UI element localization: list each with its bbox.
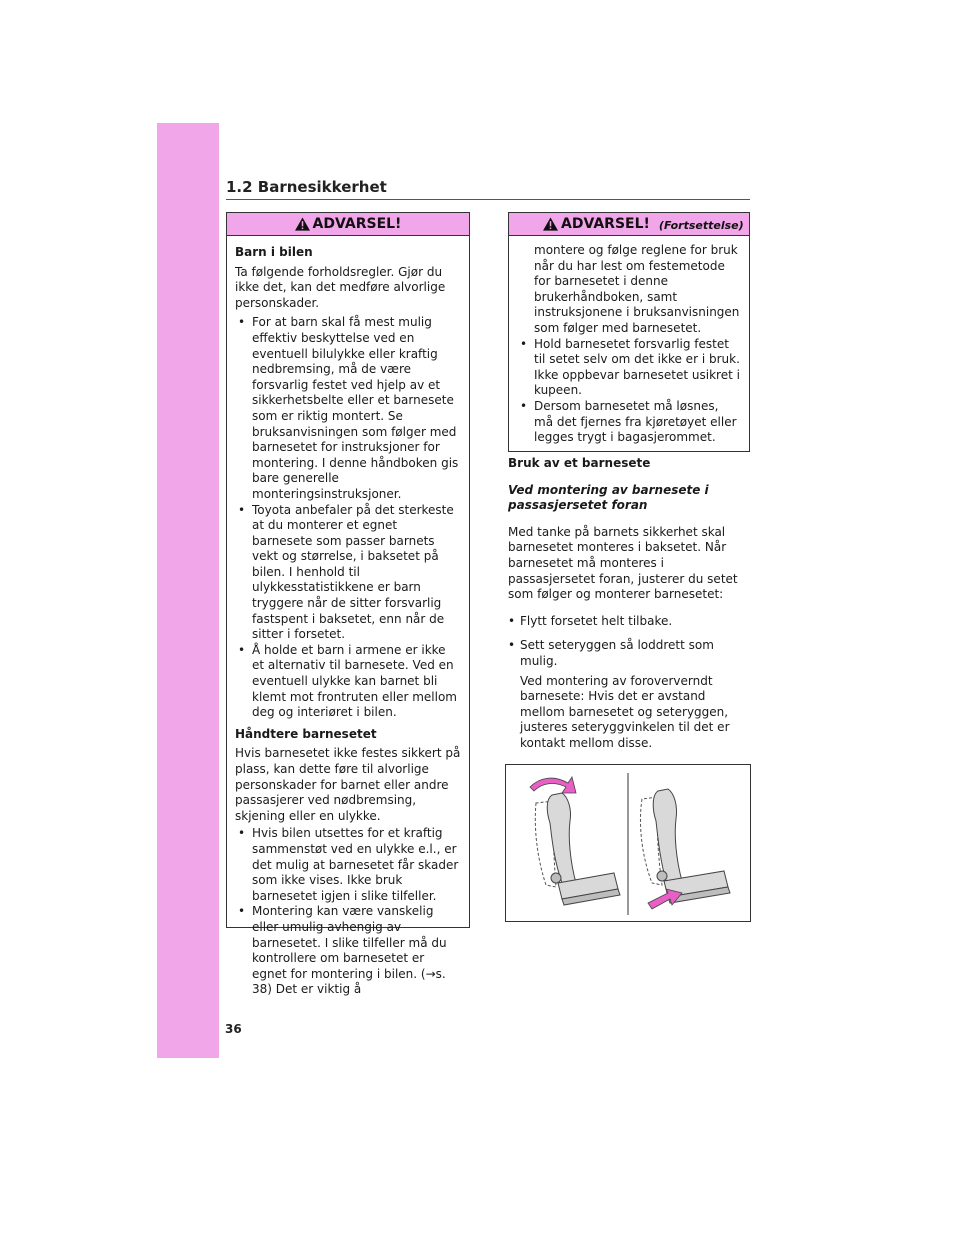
- page-number: 36: [225, 1022, 242, 1036]
- right-column-text: [508, 456, 748, 752]
- list-item: • Sett seteryggen så loddrett som mulig.: [508, 638, 714, 668]
- continuation-text: montere og følge reglene for bruk når du har lest om festemetode for barnesetet i denne brukerhåndboken, samt instruksjonene i bruksanvisningen som følger med barnesetet.: [534, 243, 740, 335]
- list-item: • Montering kan være vanskelig eller umulig avhengig av barnesetet. I slike tilfeller må du kontrollere om barnesetet er egnet for montering i bilen. (→s. 38) Det er viktig å: [238, 904, 447, 997]
- warning-header: [509, 213, 749, 236]
- list-item: • Hold barnesetet forsvarlig festet til setet selv om det ikke er i bruk. Ikke oppbevar barnesetet usikret i kupeen.: [520, 336, 740, 398]
- side-tab-bar: [157, 123, 219, 1058]
- warning-box-2: [508, 212, 750, 452]
- warning-box-1: [226, 212, 470, 997]
- list-item: • Dersom barnesetet må løsnes, må det fjernes fra kjøretøyet eller legges trygt i bagasjerommet.: [520, 398, 737, 445]
- warning-title: ADVARSEL!: [312, 216, 402, 232]
- seat-right-icon: [640, 789, 730, 909]
- body-paragraph: Med tanke på barnets sikkerhet skal barnesetet monteres i baksetet. Når barnesetet må monteres i passasjersetet foran, justerer du setet som følger og monterer barnesetet:: [508, 524, 738, 602]
- hanging-paragraph: Ved montering av foroververndt barnesete: Hvis det er avstand mellom barnesetet og seteryggen, justeres seteryggvinkelen til det er kontakt mellom disse.: [520, 673, 730, 750]
- list-item: • Hvis bilen utsettes for et kraftig sammenstøt ved en ulykke e.l., er det mulig at barnesetet får skader som ikke vises. Ikke bruk barnesetet igjen i slike tilfeller.: [238, 826, 459, 903]
- handtere-paragraph: Hvis barnesetet ikke festes sikkert på plass, kan dette føre til alvorlige personskader for barnet eller andre passasjerer ved nødbremsing, skjening eller en ulykke.: [235, 746, 461, 823]
- section-title: 1.2 Barnesikkerhet: [226, 178, 387, 196]
- slide-back-arrow-icon: [648, 889, 682, 909]
- list-item: • Å holde et barn i armene er ikke et alternativ til barnesete. Ved en eventuell ulykke kan barnet bli klemt mot frontruten eller mellom deg og interiøret i bilen.: [238, 642, 457, 720]
- continued-label: (Fortsettelse): [658, 219, 744, 232]
- list-item: • Flytt forsetet helt tilbake.: [508, 613, 673, 628]
- recline-arrow-icon: [530, 777, 576, 793]
- title-rule: [226, 199, 750, 200]
- warning-icon: [295, 217, 310, 231]
- seat-adjustment-illustration: [505, 764, 751, 922]
- subhead-handtere: Håndtere barnesetet: [235, 726, 377, 741]
- list-item: • Toyota anbefaler på det sterkeste at du monterer et egnet barnesete som passer barnets vekt og størrelse, i baksetet på bilen. I henhold til ulykkesstatistikkene er barn tryggere når de sitter forsvarlig fastspent i baksetet, enn når de sitter i forsetet.: [238, 502, 454, 642]
- warning-title: ADVARSEL!: [561, 216, 650, 232]
- warning-icon: [543, 217, 558, 231]
- subhead-barn-i-bilen: Barn i bilen: [235, 245, 313, 259]
- seat-illustration-svg: [506, 765, 750, 921]
- seat-left-icon: [530, 777, 620, 905]
- warning-header: [227, 213, 469, 236]
- intro-paragraph: Ta følgende forholdsregler. Gjør du ikke det, kan det medføre alvorlige personskader.: [235, 264, 446, 310]
- subheading-passasjersete: Ved montering av barnesete i passasjersetet foran: [508, 482, 709, 513]
- heading-bruk-av-barnesete: Bruk av et barnesete: [508, 456, 651, 470]
- list-item: • For at barn skal få mest mulig effektiv beskyttelse ved en eventuell bilulykke eller kraftig nedbremsing, må de være forsvarlig festet ved hjelp av et sikkerhetsbelte eller et barnesete som er riktig montert. Se bruksanvisningen som følger med barnesetet for instruksjoner for montering. I denne håndboken gis bare generelle monteringsinstruksjoner.: [238, 315, 459, 501]
